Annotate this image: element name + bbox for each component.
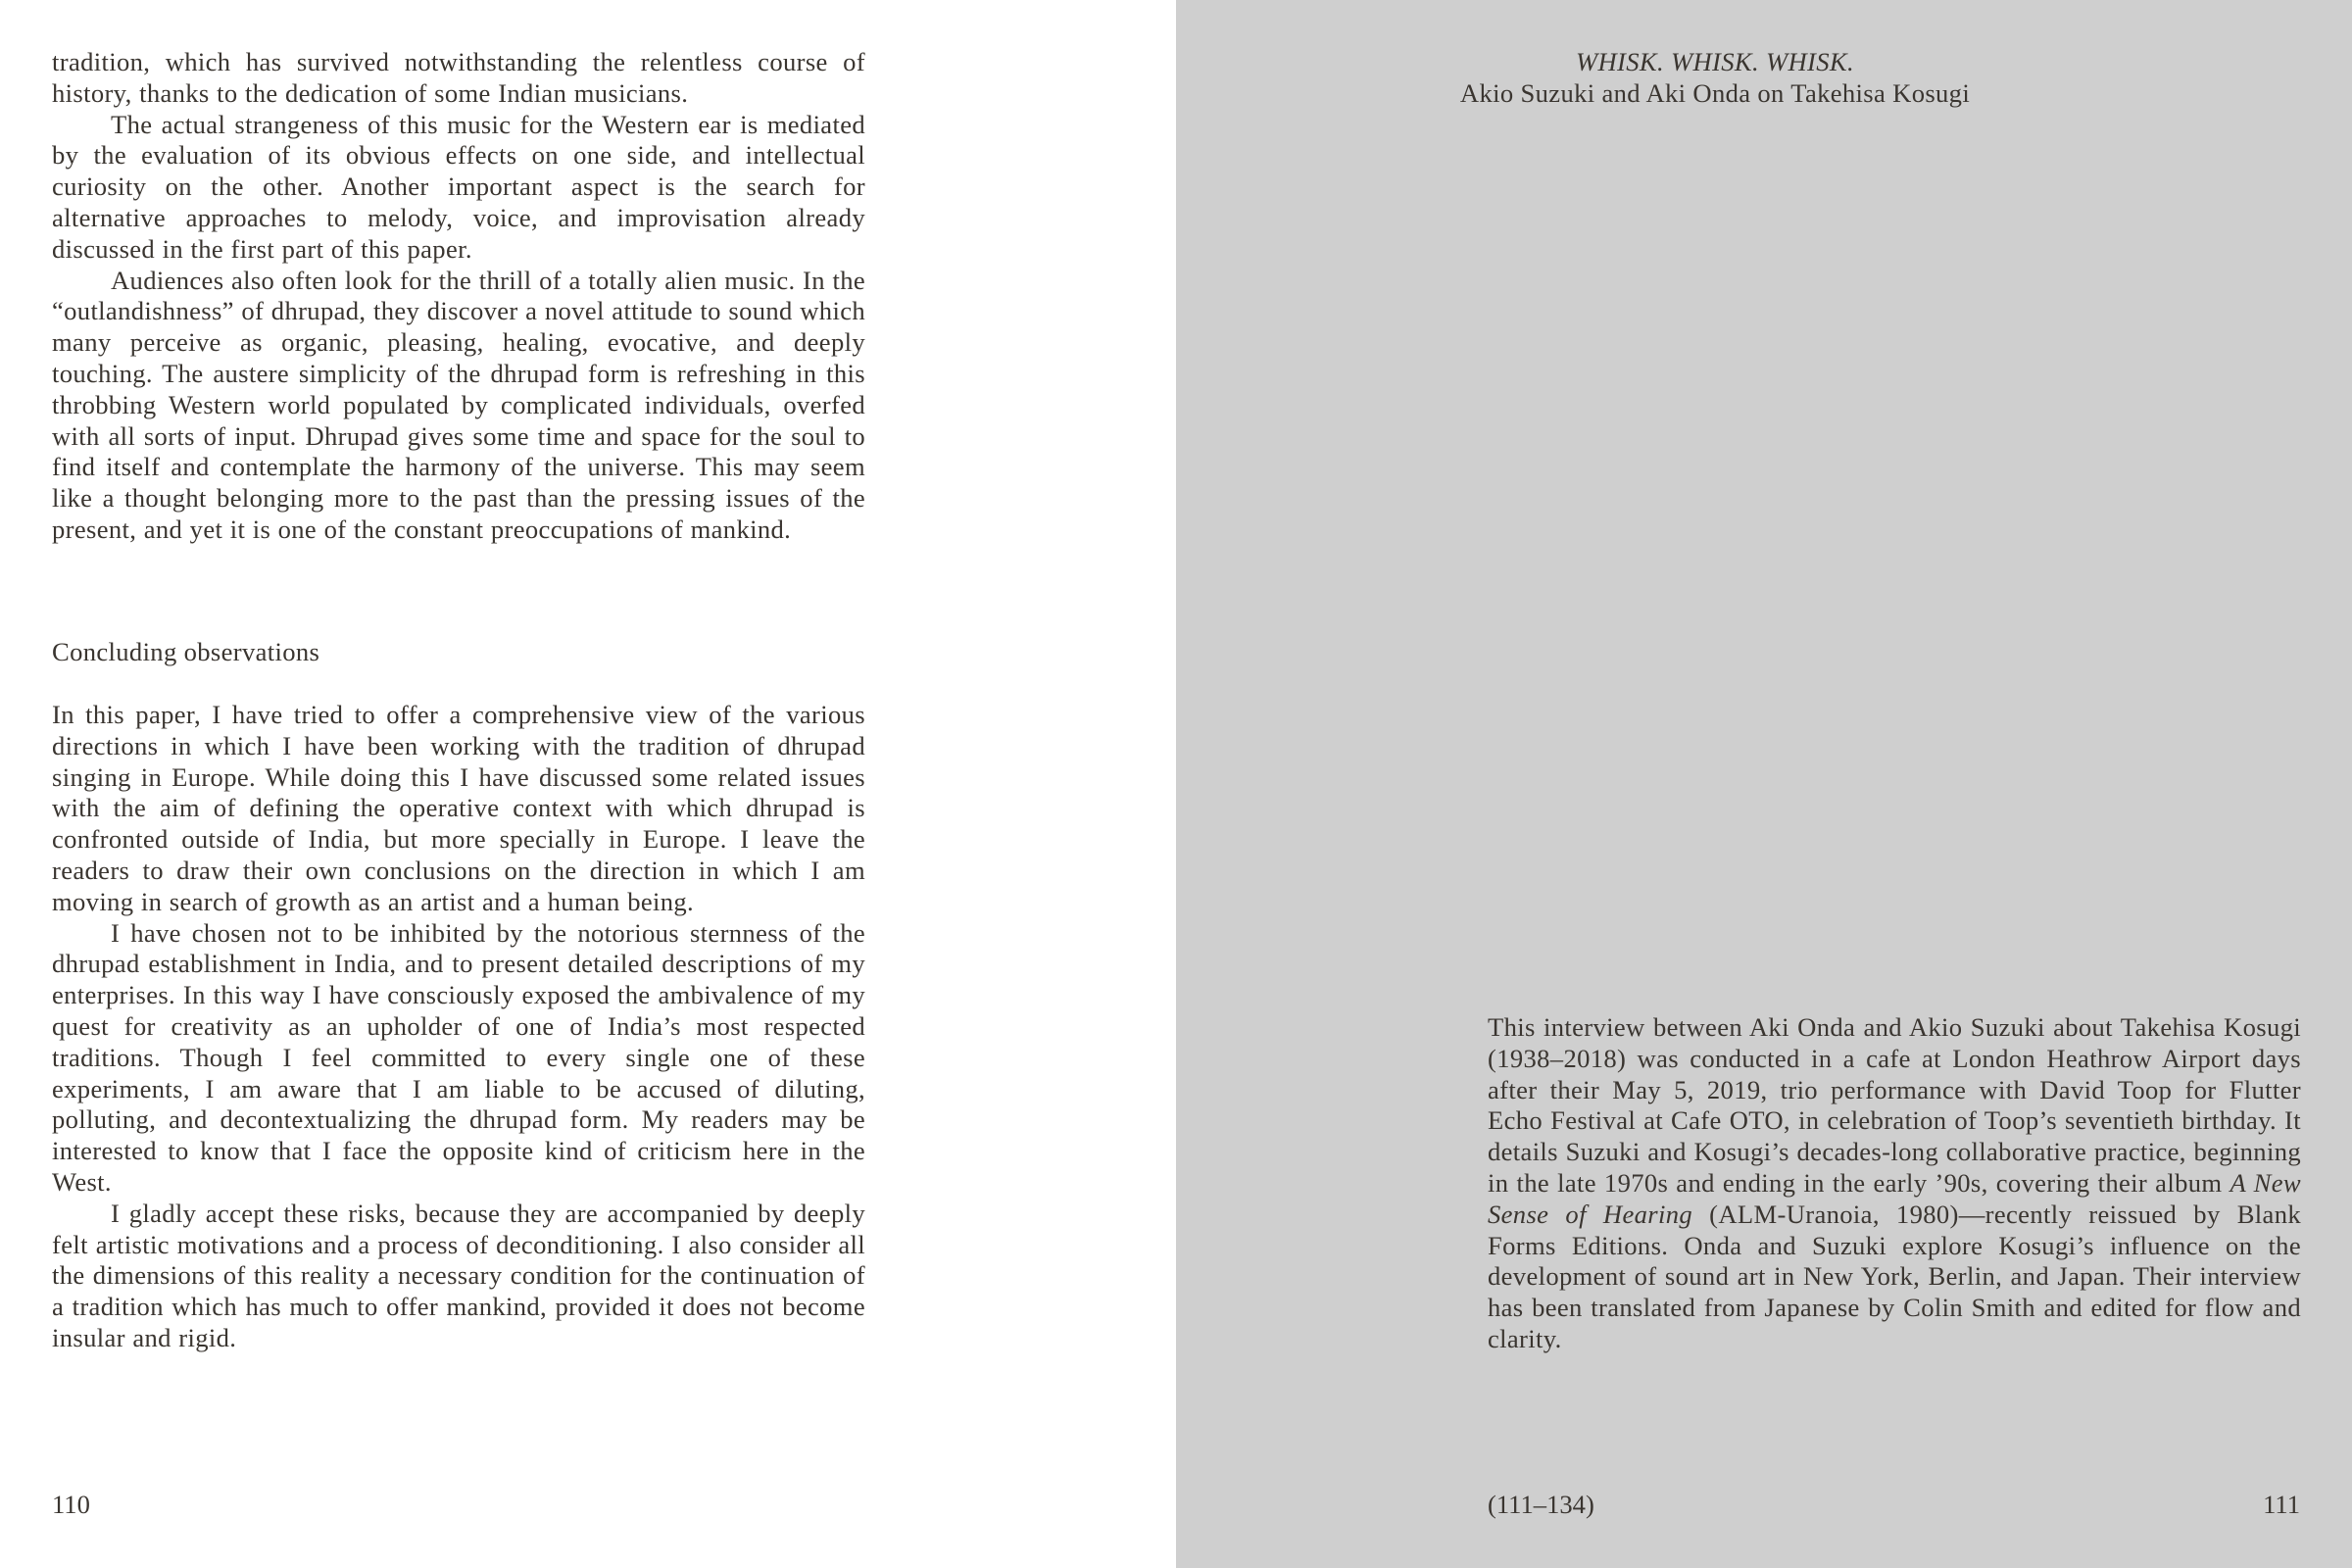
paragraph: Audiences also often look for the thrill of a totally alien music. In the “outlandishness” of dhrupad, they discover a novel attitude to sound which many perceive as organic, pleasing, healing, evocative, and deeply touching. The austere simplicity of the dhrupad form is refreshing in this throbbing Western world populated by complicated individuals, overfed with all sorts of input. Dhrupad gives some time and space for the soul to find itself and contemplate the harmony of the universe. This may seem like a thought belonging more to the past than the pressing issues of the present, and yet it is one of the constant preoccupations of mankind. [52, 265, 865, 544]
page-number-left: 110 [52, 1490, 90, 1519]
paragraph: I have chosen not to be inhibited by the notorious sternness of the dhrupad establishment in India, and to present detailed descriptions of my enterprises. In this way I have consciously exposed the ambivalence of my quest for creativity as an upholder of one of India’s most respected traditions. Though I feel committed to every single one of these experiments, I am aware that I am liable to be accused of diluting, polluting, and decontextualizing the dhrupad form. My readers may be interested to know that I face the opposite kind of criticism here in the West. [52, 917, 865, 1197]
paragraph: tradition, which has survived notwithstanding the relentless course of history, thanks to the dedication of some Indian musicians. [52, 47, 865, 108]
section-body-text [52, 700, 865, 1354]
left-body-text [52, 47, 865, 546]
album-title: A New Sense of Hearing [1488, 1167, 2301, 1229]
paragraph: The actual strangeness of this music for the Western ear is mediated by the evaluation of its obvious effects on one side, and intellectual curiosity on the other. Another important aspect is the search for alternative approaches to melody, voice, and improvisation already discussed in the first part of this paper. [52, 109, 865, 264]
page-range: (111–134) [1488, 1490, 1594, 1519]
intro-text-part-2: (ALM-Uranoia, 1980)—recently reissued by Blank Forms Editions. Onda and Suzuki explore Kosugi’s influence on the development of sound art in New York, Berlin, and Japan. Their interview has been translated from Japanese by Colin Smith and edited for flow and clarity. [1488, 1199, 2301, 1353]
paragraph: I gladly accept these risks, because they are accompanied by deeply felt artistic motivations and a process of deconditioning. I also consider all the dimensions of this reality a necessary condition for the continuation of a tradition which has much to offer mankind, provided it does not become insular and rigid. [52, 1198, 865, 1352]
intro-text-part-1: This interview between Aki Onda and Akio Suzuki about Takehisa Kosugi (1938–2018) was conducted in a cafe at London Heathrow Airport days after their May 5, 2019, trio performance with David Toop for Flutter Echo Festival at Cafe OTO, in celebration of Toop’s seventieth birthday. It details Suzuki and Kosugi’s decades-long collaborative practice, beginning in the late 1970s and ending in the early ’90s, covering their album [1488, 1012, 2301, 1198]
right-page [1176, 0, 2352, 1568]
article-intro [1488, 1012, 2301, 1355]
section-heading: Concluding observations [52, 637, 320, 666]
paragraph: In this paper, I have tried to offer a comprehensive view of the various directions in which I have been working with the tradition of dhrupad singing in Europe. While doing this I have discussed some related issues with the aim of defining the operative context with which dhrupad is confronted outside of India, but more specially in Europe. I leave the readers to draw their own conclusions on the direction in which I am moving in search of growth as an artist and a human being. [52, 700, 865, 916]
article-header [1127, 47, 2303, 110]
intro-paragraph [1488, 1012, 2301, 1355]
page-number-right: 111 [2263, 1490, 2300, 1519]
article-subtitle: Akio Suzuki and Aki Onda on Takehisa Kosugi [1459, 77, 1971, 108]
article-title: WHISK. WHISK. WHISK. [1576, 47, 1854, 76]
